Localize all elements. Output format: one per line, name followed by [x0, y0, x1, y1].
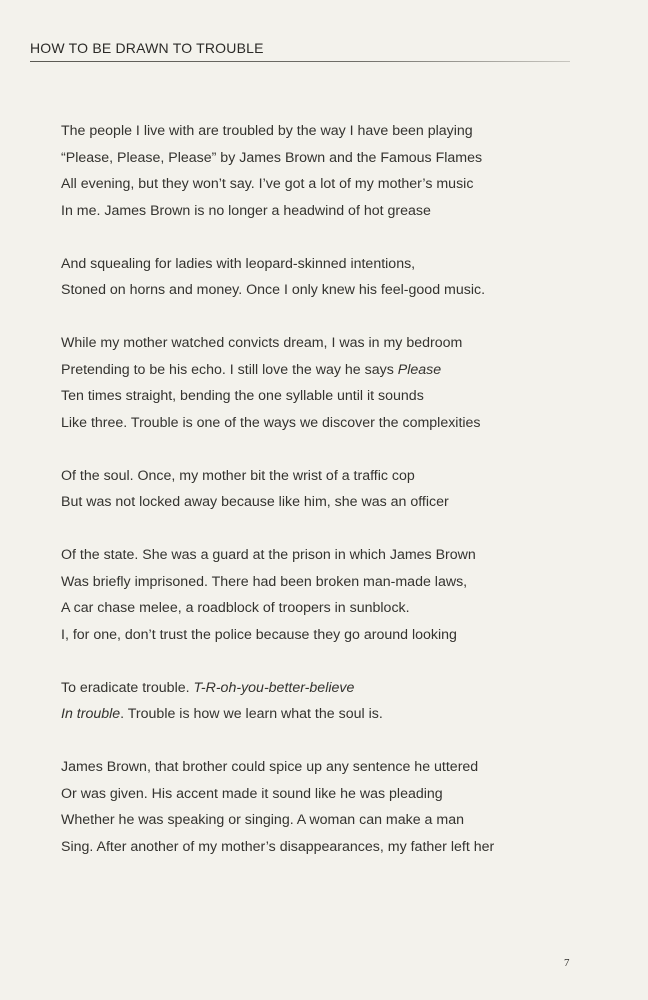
- stanza-5: [61, 542, 621, 648]
- page-number: 7: [564, 957, 570, 969]
- poem-title: HOW TO BE DRAWN TO TROUBLE: [30, 40, 264, 56]
- poem-line-text: To eradicate trouble.: [61, 679, 194, 696]
- title-underline: [30, 61, 570, 62]
- poem-line-text: Pretending to be his echo. I still love the way he says: [61, 361, 398, 378]
- stanza-4: [61, 463, 621, 516]
- poem-body: [61, 118, 621, 887]
- poem-line: Or was given. His accent made it sound like he was pleading: [61, 785, 443, 802]
- poem-line: Of the soul. Once, my mother bit the wrist of a traffic cop: [61, 467, 415, 484]
- stanza-1: [61, 118, 621, 224]
- poem-line: Whether he was speaking or singing. A woman can make a man: [61, 812, 464, 828]
- poem-line: Sing. After another of my mother’s disappearances, my father left her: [61, 838, 495, 855]
- italic-phrase: T-R-oh-you-better-believe: [193, 679, 355, 696]
- poem-line: I, for one, don’t trust the police because they go around looking: [61, 626, 457, 643]
- poem-line: The people I live with are troubled by the way I have been playing: [61, 123, 473, 139]
- poem-line: All evening, but they won’t say. I’ve got a lot of my mother’s music: [61, 176, 474, 192]
- poem-line-text: . Trouble is how we learn what the soul is.: [120, 706, 383, 722]
- stanza-2: [61, 251, 621, 304]
- italic-word: Please: [397, 361, 442, 378]
- poem-line: Ten times straight, bending the one syllable until it sounds: [61, 388, 424, 404]
- italic-phrase: In trouble: [61, 706, 121, 722]
- poem-line: James Brown, that brother could spice up any sentence he uttered: [61, 759, 479, 775]
- poem-line: In me. James Brown is no longer a headwind of hot grease: [61, 202, 431, 219]
- stanza-6: [61, 675, 621, 728]
- poem-line: Like three. Trouble is one of the ways we discover the complexities: [61, 414, 481, 431]
- poem-line: [61, 357, 621, 384]
- poem-line: A car chase melee, a roadblock of troopers in sunblock.: [61, 600, 410, 616]
- poem-line: While my mother watched convicts dream, I was in my bedroom: [61, 335, 463, 351]
- poem-line: But was not locked away because like him, she was an officer: [61, 494, 449, 510]
- stanza-7: [61, 754, 621, 860]
- stanza-3: [61, 330, 621, 436]
- poem-line: “Please, Please, Please” by James Brown and the Famous Flames: [61, 149, 483, 166]
- poem-line: Stoned on horns and money. Once I only knew his feel-good music.: [61, 282, 486, 298]
- poem-line: [61, 675, 621, 702]
- poem-line: And squealing for ladies with leopard-skinned intentions,: [61, 255, 416, 272]
- poem-line: Of the state. She was a guard at the prison in which James Brown: [61, 547, 476, 563]
- poem-line: Was briefly imprisoned. There had been broken man-made laws,: [61, 573, 468, 590]
- poem-line: [61, 701, 621, 728]
